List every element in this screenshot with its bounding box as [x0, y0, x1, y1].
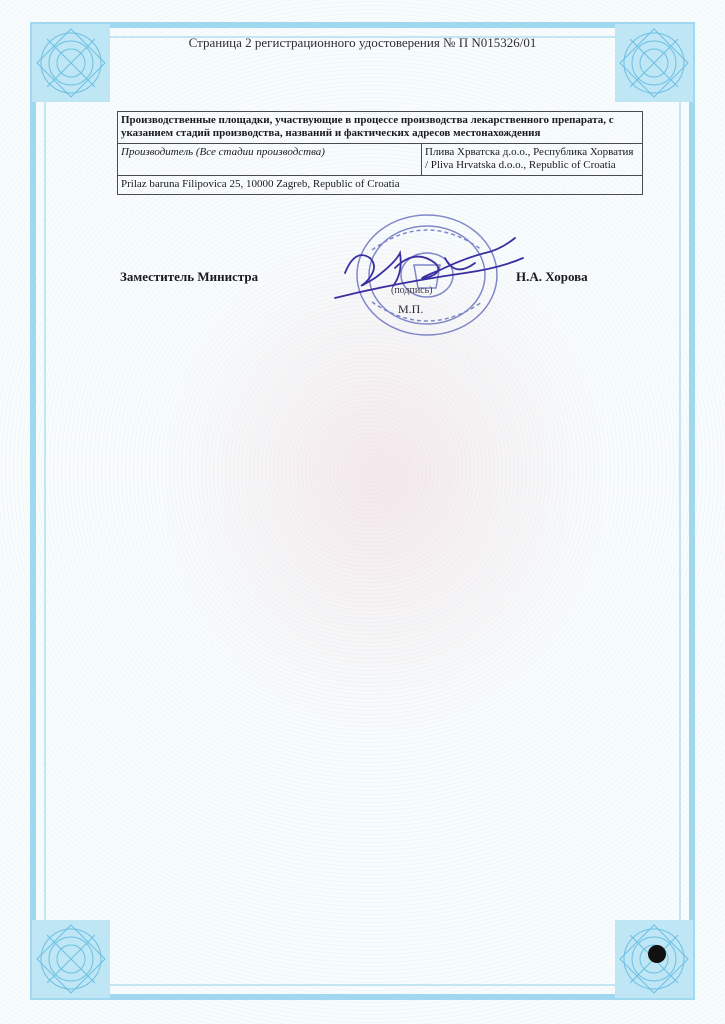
- table-row: [118, 144, 643, 176]
- stamp-caption: М.П.: [398, 302, 424, 316]
- page-title: Страница 2 регистрационного удостоверения № П N015326/01: [188, 35, 537, 50]
- signatory-name: Н.А. Хорова: [516, 269, 588, 284]
- producer-address: Prilaz baruna Filipovica 25, 10000 Zagreb, Republic of Croatia: [118, 176, 643, 195]
- producer-label: Производитель (Все стадии производства): [118, 144, 422, 176]
- table-heading: Производственные площадки, участвующие в процессе производства лекарственного препарата, с указанием стадий производства, названий и фактических адресов местонахождения: [118, 112, 643, 144]
- table-row: [118, 112, 643, 144]
- corner-ornament-icon: [32, 920, 110, 998]
- production-sites-table: [117, 111, 643, 195]
- producer-name: Плива Хрватска д.о.о., Республика Хорватия / Pliva Hrvatska d.o.o., Republic of Croatia: [422, 144, 643, 176]
- punch-hole: [648, 945, 666, 963]
- handwritten-signature-icon: [325, 228, 530, 308]
- table-row: [118, 176, 643, 195]
- signature-caption: (подпись): [391, 285, 433, 296]
- signatory-position: Заместитель Министра: [120, 269, 259, 284]
